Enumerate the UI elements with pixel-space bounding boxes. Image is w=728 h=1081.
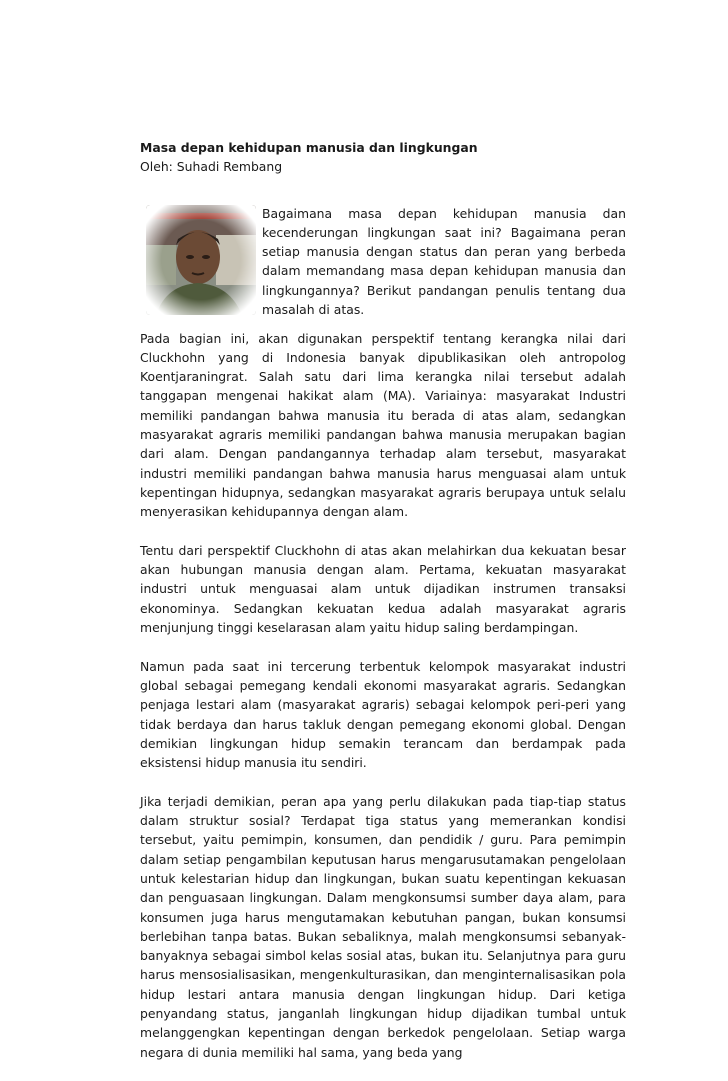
intro-block: [140, 204, 626, 329]
paragraph: Jika terjadi demikian, peran apa yang perlu dilakukan pada tiap-tiap status dalam struktur sosial? Terdapat tiga status yang memerankan kondisi tersebut, yaitu pemimpin, konsumen, dan pendidik / guru. Para pemimpin dalam setiap pengambilan keputusan harus mengarusutamakan pengelolaan untuk kelestarian hidup dan lingkungan, bukan suatu kepentingan kekuasan dan penguasaan lingkungan. Dalam mengkonsumsi sumber daya alam, para konsumen juga harus mengutamakan kebutuhan pangan, bukan konsumsi berlebihan tanpa batas. Bukan sebaliknya, malah mengkonsumsi sebanyak-banyaknya sebagai simbol kelas sosial atas, bukan itu. Selanjutnya para guru harus mensosialisasikan, mengenkulturasikan, dan menginternalisasikan pola hidup lestari antara manusia dengan lingkungan hidup. Dari ketiga penyandang status, janganlah lingkungan hidup dijadikan tumbal untuk melanggengkan kepentingan dengan berkedok pengelolaan. Setiap warga negara di dunia memiliki hal sama, yang beda yang: [140, 793, 626, 1060]
paragraph: Namun pada saat ini tercerung terbentuk kelompok masyarakat industri global sebagai pemegang kendali ekonomi masyarakat agraris. Sedangkan penjaga lestari alam (masyarakat agraris) sebagai kelompok peri-peri yang tidak berdaya dan harus takluk dengan pemegang ekonomi global. Dengan demikian lingkungan hidup semakin terancam dan berdampak pada eksistensi hidup manusia itu sendiri.: [140, 658, 626, 771]
intro-text: Bagaimana masa depan kehidupan manusia dan kecenderungan lingkungan saat ini? Bagaimana peran setiap manusia dengan status dan peran yang berbeda dalam memandang masa depan kehidupan manusia dan lingkungannya? Berikut pandangan penulis tentang dua masalah di atas.: [262, 205, 626, 318]
paragraph: Pada bagian ini, akan digunakan perspektif tentang kerangka nilai dari Cluckhohn yang di Indonesia banyak dipublikasikan oleh antropolog Koentjaraningrat. Salah satu dari lima kerangka nilai tersebut adalah tanggapan mengenai hakikat alam (MA). Variainya: masyarakat Industri memiliki pandangan bahwa manusia itu berada di atas alam, sedangkan masyarakat agraris memiliki pandangan bahwa manusia merupakan bagian dari alam. Dengan pandangannya terhadap alam tersebut, masyarakat industri memiliki pandangan bahwa manusia harus menguasai alam untuk kepentingan hidupnya, sedangkan masyarakat agraris berupaya untuk selalu menyerasikan kehidupannya dengan alam.: [140, 330, 626, 520]
article-title: Masa depan kehidupan manusia dan lingkungan: [140, 140, 478, 155]
paragraph: Tentu dari perspektif Cluckhohn di atas akan melahirkan dua kekuatan besar akan hubungan manusia dengan alam. Pertama, kekuatan masyarakat industri untuk menguasai alam untuk dijadikan instrumen transaksi ekonominya. Sedangkan kekuatan kedua adalah masyarakat agraris menjunjung tinggi keselarasan alam yaitu hidup saling berdampingan.: [140, 542, 626, 636]
article: [140, 138, 626, 1081]
author-photo: [146, 205, 256, 315]
article-body: [140, 329, 626, 1062]
article-author: Oleh: Suhadi Rembang: [140, 159, 283, 175]
